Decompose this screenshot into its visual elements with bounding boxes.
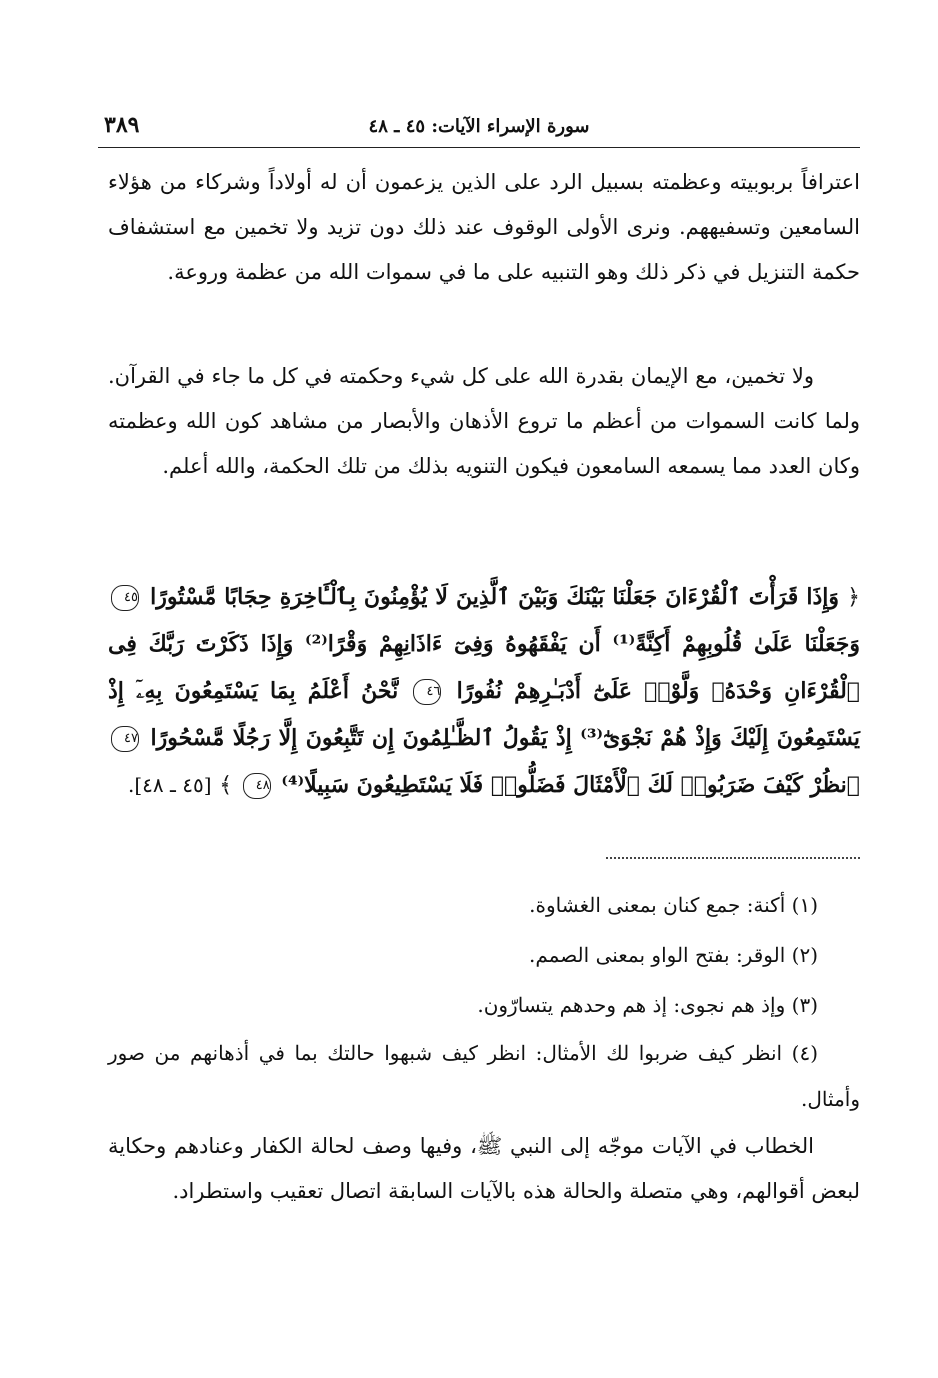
ayah-number-45: ٤٥ bbox=[111, 585, 139, 611]
header-rule bbox=[98, 147, 860, 148]
ayah-number-48: ٤٨ bbox=[243, 773, 271, 799]
footnote-3: (٣) وإذ هم نجوى: إذ هم وحدهم يتسارّون. bbox=[477, 993, 818, 1017]
ayah-number-46: ٤٦ bbox=[413, 679, 441, 705]
quran-verse-48: ٱنظُرْ كَيْفَ ضَرَبُوا۟ لَكَ ٱلْأَمْثَالَ فَضَلُّوا۟ فَلَا يَسْتَطِيعُونَ سَبِيلًا⁽⁴⁾ bbox=[281, 772, 860, 798]
footnote-separator bbox=[606, 857, 860, 859]
footnote-2: (٢) الوقر: بفتح الواو بمعنى الصمم. bbox=[528, 943, 818, 967]
commentary-paragraph-2: ولا تخمين، مع الإيمان بقدرة الله على كل شيء وحكمته في كل ما جاء في القرآن. ولما كانت السموات من أعظم ما تروع الأذهان والأبصار من مشاهد كون الله وعظمته وكان العدد مما يسمعه السامعون فيكون التنويه بذلك من تلك الحكمة، والله أعلم. bbox=[108, 364, 860, 478]
verse-reference: [٤٥ ـ ٤٨]. bbox=[127, 773, 212, 797]
quran-open-bracket: ﴿ bbox=[847, 585, 860, 610]
quran-close-bracket: ﴾ bbox=[219, 773, 233, 798]
running-title: سورة الإسراء الآيات: ٤٥ ـ ٤٨ bbox=[368, 116, 590, 137]
commentary-paragraph-1: اعترافاً بربوبيته وعظمته بسبيل الرد على الذين يزعمون أن له أولاداً وشركاء من هؤلاء السامعين وتسفيههم. ونرى الأولى الوقوف عند ذلك دون تزيد ولا تخمين مع استشفاف حكمة التنزيل في ذكر ذلك وهو التنبيه على ما في سموات الله من عظمة وروعة. bbox=[108, 170, 860, 284]
page-number: ٣٨٩ bbox=[104, 112, 140, 138]
footnotes bbox=[108, 880, 860, 1122]
footnote-1: (١) أكنة: جمع كنان بمعنى الغشاوة. bbox=[529, 893, 818, 917]
quran-verse-45: وَإِذَا قَرَأْتَ ٱلْقُرْءَانَ جَعَلْنَا بَيْنَكَ وَبَيْنَ ٱلَّذِينَ لَا يُؤْمِنُونَ بِٱلْـَٔاخِرَةِ حِجَابًا مَّسْتُورًا bbox=[150, 584, 840, 610]
ayah-number-47: ٤٧ bbox=[111, 726, 139, 752]
footnote-4: (٤) انظر كيف ضربوا لك الأمثال: انظر كيف شبهوا حالتك بما في أذهانهم من صور وأمثال. bbox=[108, 1041, 860, 1111]
quran-verse-46: وَجَعَلْنَا عَلَىٰ قُلُوبِهِمْ أَكِنَّةً⁽¹⁾ أَن يَفْقَهُوهُ وَفِىٓ ءَاذَانِهِمْ وَقْرًا⁽²⁾ وَإِذَا ذَكَرْتَ رَبَّكَ فِى ٱلْقُرْءَانِ وَحْدَهُۥ وَلَّوْا۟ عَلَىٰٓ أَدْبَـٰرِهِمْ نُفُورًا bbox=[108, 631, 860, 704]
quran-verses-block bbox=[108, 574, 860, 809]
closing-paragraph: الخطاب في الآيات موجّه إلى النبي ﷺ، وفيها وصف لحالة الكفار وعنادهم وحكاية لبعض أقوالهم، وهي متصلة والحالة هذه بالآيات السابقة اتصال تعقيب واستطراد. bbox=[108, 1134, 860, 1203]
quran-verse-47: نَّحْنُ أَعْلَمُ بِمَا يَسْتَمِعُونَ بِهِۦٓ إِذْ يَسْتَمِعُونَ إِلَيْكَ وَإِذْ هُمْ نَجْوَىٰٓ⁽³⁾ إِذْ يَقُولُ ٱلظَّـٰلِمُونَ إِن تَتَّبِعُونَ إِلَّا رَجُلًا مَّسْحُورًا bbox=[108, 678, 860, 751]
page-header bbox=[98, 112, 860, 148]
